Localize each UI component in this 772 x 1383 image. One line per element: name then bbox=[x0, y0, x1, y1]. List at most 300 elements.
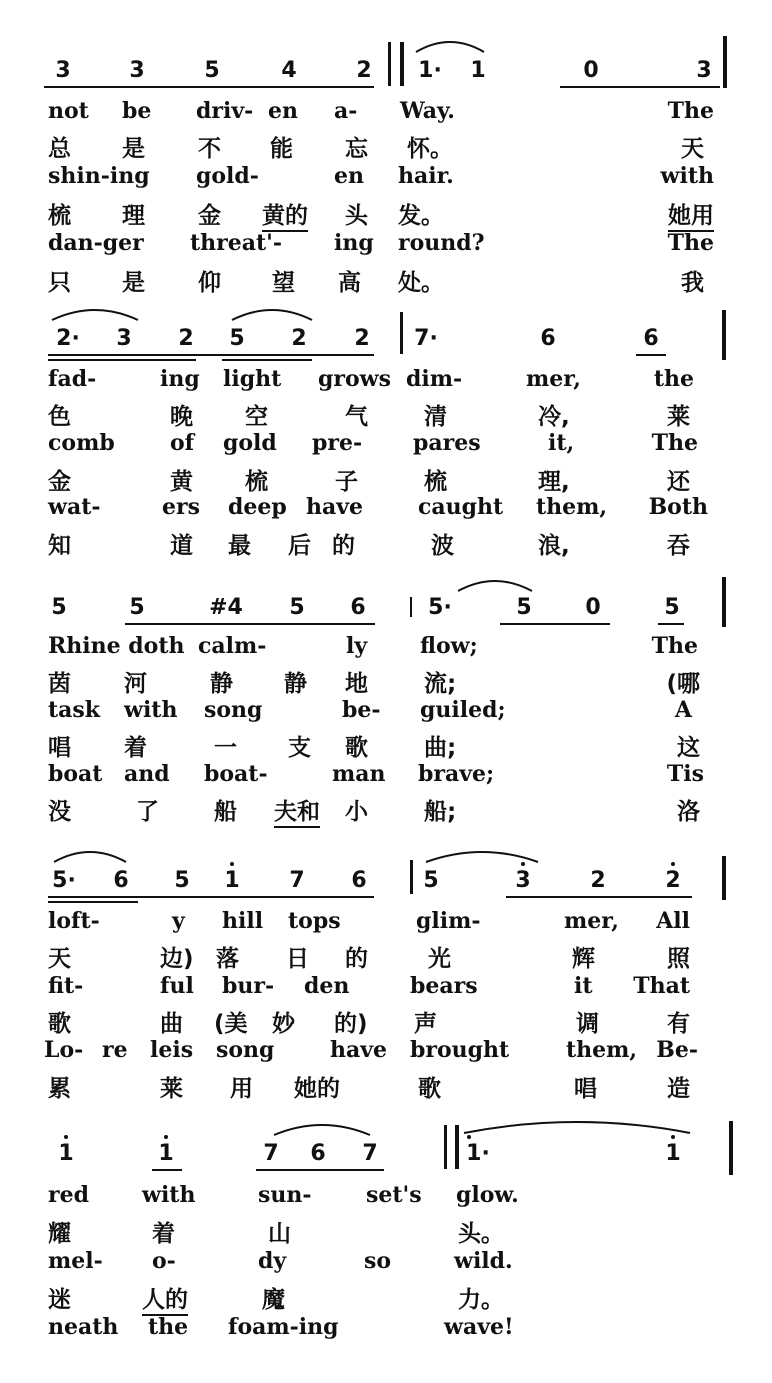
lyric-word: 着 bbox=[124, 735, 147, 761]
lyric-line bbox=[0, 366, 772, 398]
lyric-word: 歌 bbox=[418, 1076, 441, 1102]
lyric-word: 她的 bbox=[294, 1076, 340, 1102]
lyric-word: dim- bbox=[406, 366, 463, 392]
note: 5 bbox=[204, 58, 220, 83]
lyric-line bbox=[0, 463, 772, 495]
lyric-word: the bbox=[653, 366, 694, 392]
note: 5 bbox=[664, 595, 680, 620]
lyric-line bbox=[0, 230, 772, 262]
lyric-word: 色 bbox=[48, 404, 71, 430]
lyric-word: fad- bbox=[48, 366, 97, 392]
lyric-word: 莱 bbox=[160, 1076, 183, 1102]
lyric-word: 莱 bbox=[667, 404, 690, 430]
lyric-line bbox=[0, 1005, 772, 1037]
lyric-word: Rhine doth bbox=[48, 633, 185, 659]
lyric-word: comb bbox=[48, 430, 115, 456]
lyric-word: wat- bbox=[48, 494, 101, 520]
underline bbox=[222, 359, 312, 361]
barline bbox=[388, 42, 391, 86]
lyric-word: 的 bbox=[332, 533, 355, 559]
note: 2 bbox=[665, 868, 681, 893]
lyric-word: mer, bbox=[526, 366, 581, 392]
note: 6 bbox=[351, 868, 367, 893]
lyric-word: 力。 bbox=[458, 1287, 504, 1313]
lyric-word: 的) bbox=[334, 1011, 368, 1037]
lyric-word: hair. bbox=[398, 163, 454, 189]
note: 5 bbox=[423, 868, 439, 893]
lyric-line bbox=[0, 197, 772, 229]
lyric-word: 茵 bbox=[48, 671, 71, 697]
lyric-word: round? bbox=[398, 230, 485, 256]
lyric-word: The bbox=[651, 633, 698, 659]
lyric-word: A bbox=[674, 697, 692, 723]
note: 7· bbox=[414, 326, 438, 351]
lyric-word: brought bbox=[410, 1037, 510, 1063]
note: 2 bbox=[356, 58, 372, 83]
notes-row bbox=[0, 1135, 772, 1175]
note: 5· bbox=[52, 868, 76, 893]
note: 2 bbox=[291, 326, 307, 351]
lyric-line bbox=[0, 264, 772, 296]
lyric-word: 头。 bbox=[458, 1221, 504, 1247]
lyric-word: leis bbox=[150, 1037, 194, 1063]
lyric-word: neath bbox=[48, 1314, 119, 1340]
lyric-word: 河 bbox=[124, 671, 147, 697]
lyric-word: 空 bbox=[245, 404, 268, 430]
lyric-word: 造 bbox=[667, 1076, 690, 1102]
barline bbox=[444, 1125, 447, 1169]
lyric-word: sun- bbox=[258, 1182, 312, 1208]
lyric-word: 高 bbox=[338, 270, 361, 296]
lyric-word: The bbox=[667, 230, 714, 256]
lyric-word: pre- bbox=[312, 430, 363, 456]
lyric-word: 还 bbox=[667, 469, 690, 495]
lyric-line bbox=[0, 697, 772, 729]
lyric-word: 波 bbox=[431, 533, 454, 559]
high-octave-dot bbox=[64, 1135, 68, 1139]
underline bbox=[636, 354, 666, 356]
note: 7 bbox=[362, 1141, 378, 1166]
note: 5 bbox=[229, 326, 245, 351]
lyric-line bbox=[0, 1314, 772, 1346]
lyric-word: hill bbox=[222, 908, 264, 934]
lyric-word: loft- bbox=[48, 908, 100, 934]
lyric-word: 耀 bbox=[48, 1221, 71, 1247]
lyric-word: (哪 bbox=[666, 671, 700, 697]
lyric-word: 夫和 bbox=[274, 793, 320, 828]
note: 6 bbox=[540, 326, 556, 351]
slur bbox=[52, 848, 128, 864]
lyric-word: 落 bbox=[216, 946, 239, 972]
lyric-word: 这 bbox=[677, 735, 700, 761]
lyric-word: 知 bbox=[48, 533, 71, 559]
lyric-word: with bbox=[660, 163, 714, 189]
lyric-word: be bbox=[122, 98, 152, 124]
lyric-word: 子 bbox=[335, 469, 358, 495]
lyric-word: flow; bbox=[420, 633, 478, 659]
lyric-word: driv- bbox=[196, 98, 254, 124]
note: 5 bbox=[174, 868, 190, 893]
note: 1 bbox=[470, 58, 486, 83]
lyric-word: 黄 bbox=[170, 469, 193, 495]
lyric-word: song bbox=[204, 697, 263, 723]
slur bbox=[462, 1117, 692, 1135]
lyric-word: 黄的 bbox=[262, 197, 308, 232]
note: 1 bbox=[665, 1141, 681, 1166]
note: 5 bbox=[289, 595, 305, 620]
lyric-word: 处。 bbox=[398, 270, 444, 296]
lyric-word: 没 bbox=[48, 799, 71, 825]
lyric-word: with bbox=[142, 1182, 196, 1208]
lyric-word: en bbox=[268, 98, 298, 124]
underline bbox=[44, 86, 374, 88]
lyric-word: the bbox=[148, 1314, 189, 1340]
notes-row bbox=[0, 52, 772, 92]
lyric-word: boat bbox=[48, 761, 103, 787]
lyric-word: threat'- bbox=[190, 230, 283, 256]
lyric-word: them, bbox=[566, 1037, 638, 1063]
note: 0 bbox=[583, 58, 599, 83]
lyric-word: red bbox=[48, 1182, 89, 1208]
lyric-word: 仰 bbox=[198, 270, 221, 296]
lyric-line bbox=[0, 163, 772, 195]
lyric-line bbox=[0, 1248, 772, 1280]
lyric-word: 光 bbox=[428, 946, 451, 972]
lyric-line bbox=[0, 633, 772, 665]
note: 5· bbox=[428, 595, 452, 620]
lyric-word: 魔 bbox=[262, 1287, 285, 1313]
lyric-word: calm- bbox=[198, 633, 267, 659]
lyric-word: den bbox=[304, 973, 350, 999]
note: 1 bbox=[158, 1141, 174, 1166]
lyric-word: 曲 bbox=[160, 1011, 183, 1037]
lyric-word: ful bbox=[160, 973, 194, 999]
lyric-word: 怀。 bbox=[407, 136, 453, 162]
lyric-word: 浪, bbox=[538, 533, 570, 559]
lyric-word: with bbox=[124, 697, 178, 723]
underline bbox=[48, 896, 374, 898]
notes-row bbox=[0, 589, 772, 629]
lyric-line bbox=[0, 98, 772, 130]
lyric-word: Both bbox=[648, 494, 708, 520]
lyric-word: song bbox=[216, 1037, 275, 1063]
lyric-word: and bbox=[124, 761, 170, 787]
lyric-word: caught bbox=[418, 494, 504, 520]
lyric-word: deep bbox=[228, 494, 287, 520]
high-octave-dot bbox=[164, 1135, 168, 1139]
lyric-line bbox=[0, 1281, 772, 1313]
lyric-line bbox=[0, 1182, 772, 1214]
lyric-word: 梳 bbox=[424, 469, 447, 495]
lyric-line bbox=[0, 973, 772, 1005]
lyric-word: guiled; bbox=[420, 697, 506, 723]
lyric-word: 用 bbox=[230, 1076, 253, 1102]
lyric-word: 理 bbox=[122, 203, 145, 229]
slur bbox=[414, 38, 486, 54]
note: 2 bbox=[590, 868, 606, 893]
lyric-word: 船; bbox=[424, 799, 457, 825]
underline bbox=[256, 1169, 384, 1171]
lyric-line bbox=[0, 1037, 772, 1069]
lyric-word: 流; bbox=[424, 671, 457, 697]
lyric-line bbox=[0, 665, 772, 697]
lyric-word: brave; bbox=[418, 761, 495, 787]
lyric-word: Tis bbox=[666, 761, 704, 787]
lyric-word: light bbox=[223, 366, 282, 392]
lyric-word: ing bbox=[160, 366, 200, 392]
lyric-word: 不 bbox=[198, 136, 221, 162]
notes-row bbox=[0, 320, 772, 360]
lyric-word: 迷 bbox=[48, 1287, 71, 1313]
note: 3 bbox=[696, 58, 712, 83]
lyric-word: 发。 bbox=[398, 203, 444, 229]
lyric-word: of bbox=[170, 430, 195, 456]
lyric-word: 歌 bbox=[48, 1011, 71, 1037]
lyric-line bbox=[0, 761, 772, 793]
lyric-line bbox=[0, 494, 772, 526]
barline bbox=[455, 1125, 459, 1169]
lyric-word: y bbox=[172, 908, 185, 934]
lyric-word: Lo- bbox=[44, 1037, 84, 1063]
note: 2· bbox=[56, 326, 80, 351]
slur bbox=[456, 577, 534, 593]
lyric-word: 了 bbox=[136, 799, 159, 825]
lyric-word: so bbox=[364, 1248, 392, 1274]
slur bbox=[272, 1121, 372, 1137]
lyric-word: gold bbox=[223, 430, 277, 456]
lyric-word: dy bbox=[258, 1248, 287, 1274]
lyric-word: 后 bbox=[288, 533, 311, 559]
lyric-word: a- bbox=[334, 98, 358, 124]
lyric-word: fit- bbox=[48, 973, 84, 999]
lyric-word: 是 bbox=[122, 270, 145, 296]
lyric-word: 人的 bbox=[142, 1281, 188, 1316]
underline bbox=[560, 86, 720, 88]
underline bbox=[152, 1169, 182, 1171]
lyric-word: 有 bbox=[667, 1011, 690, 1037]
note: 2 bbox=[354, 326, 370, 351]
underline bbox=[48, 359, 196, 361]
note: 5 bbox=[516, 595, 532, 620]
lyric-line bbox=[0, 130, 772, 162]
lyric-word: task bbox=[48, 697, 101, 723]
lyric-word: ly bbox=[346, 633, 368, 659]
lyric-word: 她用 bbox=[668, 197, 714, 232]
lyric-line bbox=[0, 729, 772, 761]
lyric-word: man bbox=[332, 761, 386, 787]
lyric-word: 忘 bbox=[345, 136, 368, 162]
notes-row bbox=[0, 862, 772, 902]
lyric-word: boat- bbox=[204, 761, 268, 787]
lyric-word: not bbox=[48, 98, 89, 124]
lyric-word: 支 bbox=[288, 735, 311, 761]
high-octave-dot bbox=[671, 1135, 675, 1139]
lyric-word: wild. bbox=[454, 1248, 513, 1274]
lyric-word: pares bbox=[413, 430, 481, 456]
lyric-word: 冷, bbox=[538, 404, 570, 430]
lyric-word: shin-ing bbox=[48, 163, 150, 189]
note: 6 bbox=[643, 326, 659, 351]
barline bbox=[729, 1121, 733, 1175]
lyric-word: gold- bbox=[196, 163, 259, 189]
lyric-word: 天 bbox=[681, 136, 704, 162]
lyric-word: 声 bbox=[414, 1011, 437, 1037]
lyric-word: dan-ger bbox=[48, 230, 144, 256]
lyric-word: 山 bbox=[268, 1221, 291, 1247]
slur bbox=[230, 306, 314, 322]
underline bbox=[48, 901, 138, 903]
note: 6 bbox=[310, 1141, 326, 1166]
note: 3 bbox=[116, 326, 132, 351]
barline bbox=[722, 310, 726, 360]
lyric-line bbox=[0, 793, 772, 825]
lyric-word: 金 bbox=[48, 469, 71, 495]
lyric-word: bears bbox=[410, 973, 478, 999]
barline bbox=[400, 312, 403, 354]
lyric-word: 清 bbox=[424, 404, 447, 430]
note: 3 bbox=[55, 58, 71, 83]
lyric-word: All bbox=[656, 908, 690, 934]
lyric-line bbox=[0, 940, 772, 972]
low-octave-dot bbox=[671, 862, 675, 866]
lyric-word: bur- bbox=[222, 973, 275, 999]
lyric-word: 梳 bbox=[245, 469, 268, 495]
lyric-word: mer, bbox=[564, 908, 619, 934]
lyric-word: 能 bbox=[270, 136, 293, 162]
lyric-line bbox=[0, 430, 772, 462]
underline bbox=[500, 623, 610, 625]
note: 7 bbox=[263, 1141, 279, 1166]
lyric-word: ers bbox=[162, 494, 200, 520]
lyric-word: 总 bbox=[48, 136, 71, 162]
note: 5 bbox=[51, 595, 67, 620]
lyric-word: grows bbox=[318, 366, 391, 392]
lyric-word: en bbox=[334, 163, 364, 189]
underline bbox=[658, 623, 684, 625]
lyric-word: foam-ing bbox=[228, 1314, 339, 1340]
note: 1· bbox=[466, 1141, 490, 1166]
lyric-word: 最 bbox=[228, 533, 251, 559]
lyric-word: The bbox=[651, 430, 698, 456]
lyric-word: Be- bbox=[656, 1037, 698, 1063]
lyric-word: 妙 bbox=[272, 1011, 295, 1037]
note: 0 bbox=[585, 595, 601, 620]
lyric-line bbox=[0, 1215, 772, 1247]
lyric-word: 日 bbox=[286, 946, 309, 972]
lyric-word: glim- bbox=[416, 908, 481, 934]
lyric-word: have bbox=[330, 1037, 388, 1063]
note: 4 bbox=[281, 58, 297, 83]
lyric-word: 理, bbox=[538, 469, 570, 495]
lyric-word: The bbox=[667, 98, 714, 124]
lyric-word: 歌 bbox=[345, 735, 368, 761]
lyric-word: 洛 bbox=[677, 799, 700, 825]
lyric-word: 天 bbox=[48, 946, 71, 972]
lyric-word: re bbox=[102, 1037, 128, 1063]
lyric-word: 累 bbox=[48, 1076, 71, 1102]
lyric-word: 望 bbox=[272, 270, 295, 296]
lyric-word: 金 bbox=[198, 203, 221, 229]
lyric-word: 道 bbox=[170, 533, 193, 559]
barline bbox=[722, 577, 726, 627]
lyric-word: be- bbox=[342, 697, 381, 723]
lyric-word: ing bbox=[334, 230, 374, 256]
lyric-word: 只 bbox=[48, 270, 71, 296]
note: 5 bbox=[129, 595, 145, 620]
barline bbox=[722, 856, 726, 900]
high-octave-dot bbox=[467, 1135, 471, 1139]
lyric-word: 气 bbox=[345, 404, 368, 430]
note: 1 bbox=[224, 868, 240, 893]
lyric-word: That bbox=[633, 973, 690, 999]
lyric-word: have bbox=[306, 494, 364, 520]
lyric-word: 船 bbox=[214, 799, 237, 825]
barline bbox=[400, 42, 404, 86]
lyric-word: (美 bbox=[214, 1011, 248, 1037]
underline bbox=[125, 623, 375, 625]
lyric-word: Way. bbox=[400, 98, 455, 124]
note: 1 bbox=[58, 1141, 74, 1166]
lyric-line bbox=[0, 1070, 772, 1102]
lyric-word: 唱 bbox=[574, 1076, 597, 1102]
high-octave-dot bbox=[230, 862, 234, 866]
lyric-word: it bbox=[574, 973, 593, 999]
lyric-word: 地 bbox=[345, 671, 368, 697]
lyric-word: 边) bbox=[160, 946, 194, 972]
lyric-word: 梳 bbox=[48, 203, 71, 229]
lyric-word: set's bbox=[366, 1182, 422, 1208]
lyric-word: 我 bbox=[681, 270, 704, 296]
note: 6 bbox=[113, 868, 129, 893]
lyric-line bbox=[0, 527, 772, 559]
lyric-word: tops bbox=[288, 908, 341, 934]
lyric-word: glow. bbox=[456, 1182, 519, 1208]
underline bbox=[506, 896, 692, 898]
lyric-line bbox=[0, 908, 772, 940]
slur bbox=[50, 306, 140, 322]
lyric-word: o- bbox=[152, 1248, 176, 1274]
note: 3 bbox=[129, 58, 145, 83]
low-octave-dot bbox=[521, 862, 525, 866]
lyric-word: 头 bbox=[345, 203, 368, 229]
lyric-word: 吞 bbox=[667, 533, 690, 559]
underline bbox=[48, 354, 374, 356]
lyric-word: 小 bbox=[345, 799, 368, 825]
lyric-word: it, bbox=[548, 430, 575, 456]
lyric-word: 调 bbox=[576, 1011, 599, 1037]
lyric-word: wave! bbox=[444, 1314, 514, 1340]
lyric-word: mel- bbox=[48, 1248, 103, 1274]
lyric-word: 静 bbox=[284, 671, 307, 697]
lyric-word: 辉 bbox=[572, 946, 595, 972]
note: 1· bbox=[418, 58, 442, 83]
lyric-word: 曲; bbox=[424, 735, 457, 761]
lyric-word: 静 bbox=[210, 671, 233, 697]
note: 7 bbox=[289, 868, 305, 893]
note: 6 bbox=[350, 595, 366, 620]
note: 3 bbox=[515, 868, 531, 893]
barline bbox=[723, 36, 727, 88]
lyric-word: 的 bbox=[345, 946, 368, 972]
lyric-word: 是 bbox=[122, 136, 145, 162]
barline bbox=[410, 597, 412, 617]
lyric-word: 晚 bbox=[170, 404, 193, 430]
note: 2 bbox=[178, 326, 194, 351]
lyric-word: 唱 bbox=[48, 735, 71, 761]
note: #4 bbox=[209, 595, 243, 620]
lyric-word: 照 bbox=[667, 946, 690, 972]
lyric-word: 着 bbox=[152, 1221, 175, 1247]
